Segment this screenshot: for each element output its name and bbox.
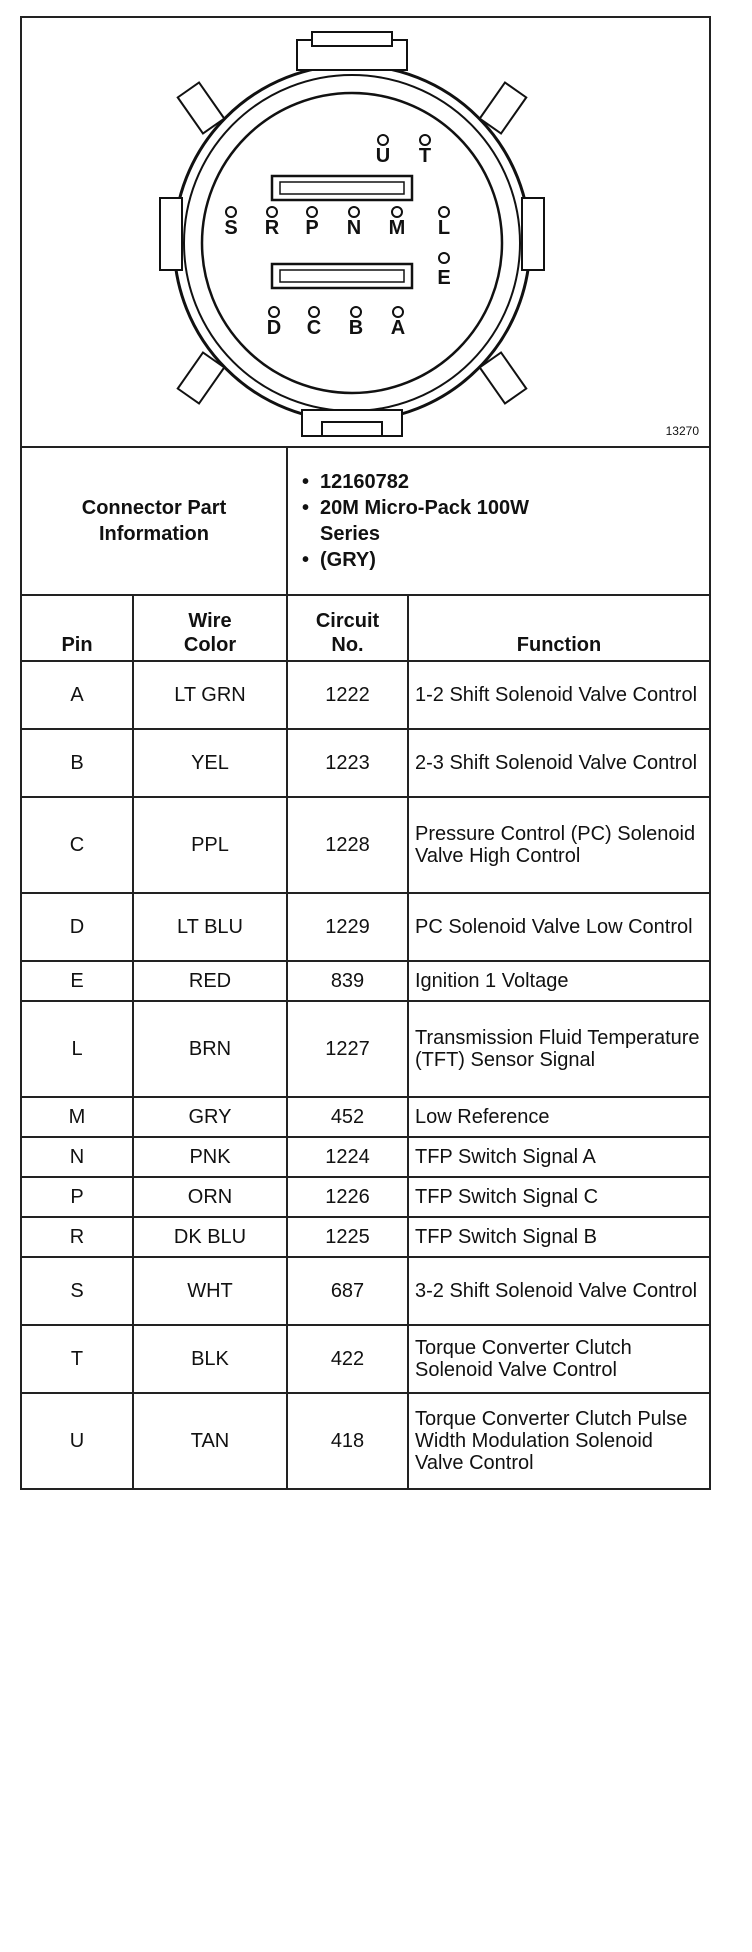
circuit-cell: 452 <box>287 1097 408 1137</box>
function-cell: Transmission Fluid Temperature (TFT) Sensor Signal <box>408 1001 709 1097</box>
connector-outer-ring <box>174 65 530 421</box>
header-wire-line1: Wire <box>188 610 232 632</box>
connector-diagram <box>22 18 709 448</box>
function-cell: Pressure Control (PC) Solenoid Valve High Control <box>408 797 709 893</box>
table-row <box>22 1137 709 1177</box>
circuit-cell: 1222 <box>287 661 408 729</box>
table-header-row <box>22 595 709 661</box>
connector-info-label <box>22 448 287 595</box>
table-row <box>22 729 709 797</box>
wire-color-cell: PPL <box>133 797 287 893</box>
function-cell: TFP Switch Signal C <box>408 1177 709 1217</box>
pin-cell: R <box>22 1217 133 1257</box>
function-cell: Torque Converter Clutch Solenoid Valve Control <box>408 1325 709 1393</box>
table-row <box>22 1001 709 1097</box>
header-circuit-no <box>287 595 408 661</box>
circuit-cell: 687 <box>287 1257 408 1325</box>
wire-color-cell: WHT <box>133 1257 287 1325</box>
wire-color-cell: TAN <box>133 1393 287 1488</box>
circuit-cell: 1228 <box>287 797 408 893</box>
pin-cell: N <box>22 1137 133 1177</box>
function-cell: TFP Switch Signal A <box>408 1137 709 1177</box>
pin-label-e: E <box>437 267 451 289</box>
circuit-cell: 1225 <box>287 1217 408 1257</box>
circuit-cell: 1227 <box>287 1001 408 1097</box>
pin-rows <box>22 661 709 1488</box>
wire-color-cell: GRY <box>133 1097 287 1137</box>
connector-part-number: • 12160782 <box>298 469 709 495</box>
circuit-cell: 422 <box>287 1325 408 1393</box>
pin-cell: S <box>22 1257 133 1325</box>
pin-label-d: D <box>266 317 282 339</box>
table-row <box>22 661 709 729</box>
top-lock-tab-edge <box>312 32 392 46</box>
pin-label-b: B <box>348 317 364 339</box>
connector-info-label-line1: Connector Part <box>81 497 227 519</box>
connector-info-label-line2: Information <box>99 523 209 545</box>
circuit-cell: 1223 <box>287 729 408 797</box>
function-cell: Low Reference <box>408 1097 709 1137</box>
connector-color: • (GRY) <box>298 547 709 573</box>
pin-cell: E <box>22 961 133 1001</box>
table-row <box>22 1097 709 1137</box>
table-row <box>22 1257 709 1325</box>
header-wire-color <box>133 595 287 661</box>
pin-cell: U <box>22 1393 133 1488</box>
right-key-tab <box>522 198 544 270</box>
wire-color-cell: BLK <box>133 1325 287 1393</box>
header-function: Function <box>408 595 709 661</box>
pin-cell: C <box>22 797 133 893</box>
circuit-cell: 839 <box>287 961 408 1001</box>
header-circuit-line1: Circuit <box>315 610 380 632</box>
connector-sheet <box>20 16 711 1490</box>
connector-info-row <box>22 448 709 595</box>
header-pin: Pin <box>22 595 133 661</box>
pin-label-m: M <box>388 217 406 239</box>
function-cell: Torque Converter Clutch Pulse Width Modulation Solenoid Valve Control <box>408 1393 709 1488</box>
pin-label-a: A <box>390 317 406 339</box>
pin-cell: D <box>22 893 133 961</box>
pin-cell: T <box>22 1325 133 1393</box>
pin-label-r: R <box>264 217 280 239</box>
pin-label-t: T <box>418 145 432 167</box>
function-cell: 3-2 Shift Solenoid Valve Control <box>408 1257 709 1325</box>
pin-label-u: U <box>375 145 391 167</box>
function-cell: TFP Switch Signal B <box>408 1217 709 1257</box>
circuit-cell: 1226 <box>287 1177 408 1217</box>
wire-color-cell: LT BLU <box>133 893 287 961</box>
wire-color-cell: RED <box>133 961 287 1001</box>
pin-label-c: C <box>306 317 322 339</box>
table-row <box>22 1393 709 1488</box>
header-circuit-line2: No. <box>331 634 364 656</box>
wire-color-cell: BRN <box>133 1001 287 1097</box>
table-row <box>22 961 709 1001</box>
pin-label-n: N <box>346 217 362 239</box>
connector-series: • 20M Micro-Pack 100W Series <box>298 495 550 547</box>
table-row <box>22 893 709 961</box>
wire-color-cell: LT GRN <box>133 661 287 729</box>
lower-blade-slot <box>272 264 412 288</box>
table-row <box>22 797 709 893</box>
bottom-lock-tab-edge <box>322 422 382 436</box>
circuit-cell: 418 <box>287 1393 408 1488</box>
connector-face-drawing <box>22 18 709 446</box>
table-row <box>22 1217 709 1257</box>
wire-color-cell: ORN <box>133 1177 287 1217</box>
pin-cell: B <box>22 729 133 797</box>
wire-color-cell: YEL <box>133 729 287 797</box>
wire-color-cell: DK BLU <box>133 1217 287 1257</box>
pin-label-p: P <box>305 217 319 239</box>
function-cell: PC Solenoid Valve Low Control <box>408 893 709 961</box>
figure-number: 13270 <box>665 424 699 438</box>
pin-holes <box>226 135 449 317</box>
pin-cell: P <box>22 1177 133 1217</box>
header-wire-line2: Color <box>183 634 237 656</box>
connector-inner-ring <box>202 93 502 393</box>
left-key-tab <box>160 198 182 270</box>
connector-info-values <box>287 448 709 595</box>
pin-cell: A <box>22 661 133 729</box>
function-cell: Ignition 1 Voltage <box>408 961 709 1001</box>
table-row <box>22 1177 709 1217</box>
connector-info-list <box>288 465 709 577</box>
function-cell: 2-3 Shift Solenoid Valve Control <box>408 729 709 797</box>
wire-color-cell: PNK <box>133 1137 287 1177</box>
connector-middle-ring <box>184 75 520 411</box>
function-cell: 1-2 Shift Solenoid Valve Control <box>408 661 709 729</box>
pin-cell: M <box>22 1097 133 1137</box>
pin-label-s: S <box>224 217 238 239</box>
connector-table <box>22 448 709 1488</box>
table-row <box>22 1325 709 1393</box>
pin-cell: L <box>22 1001 133 1097</box>
circuit-cell: 1224 <box>287 1137 408 1177</box>
circuit-cell: 1229 <box>287 893 408 961</box>
upper-blade-slot <box>272 176 412 200</box>
pin-label-l: L <box>437 217 451 239</box>
